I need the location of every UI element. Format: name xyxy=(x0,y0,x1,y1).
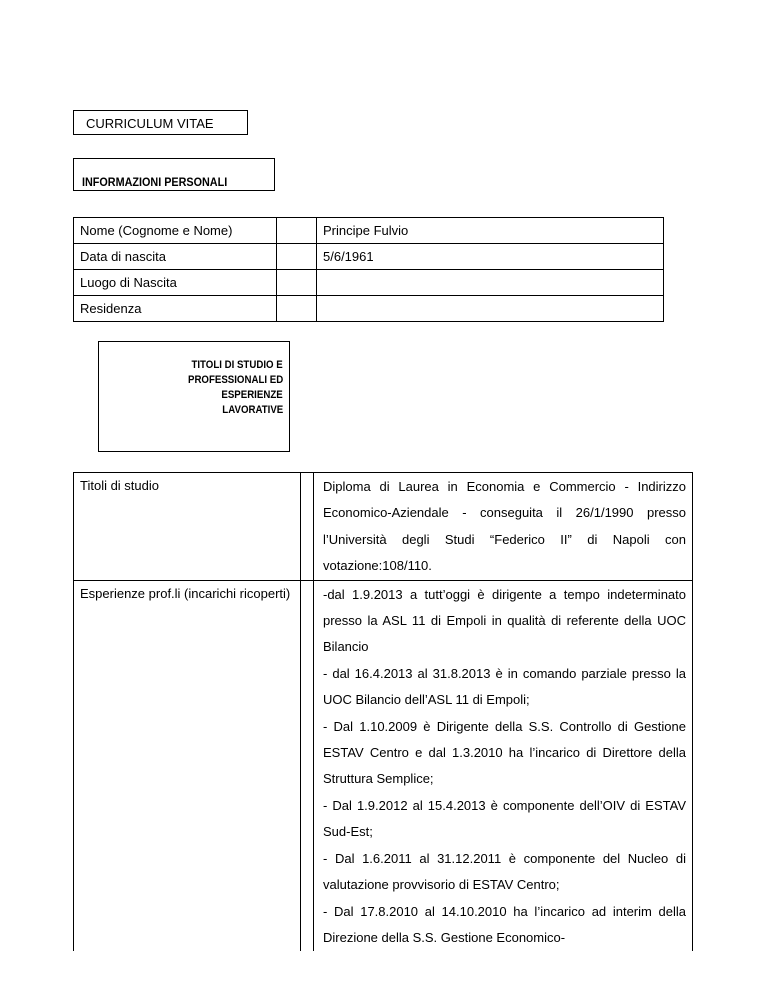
esperienza-item: - dal 16.4.2013 al 31.8.2013 è in comando parziale presso la UOC Bilancio dell’ASL 11 di Empoli; xyxy=(323,665,686,708)
table-row xyxy=(74,473,693,581)
section-titoli-box xyxy=(98,341,290,452)
table-row xyxy=(74,218,664,244)
table-row xyxy=(74,296,664,322)
info-spacer xyxy=(277,296,317,322)
experience-table xyxy=(73,472,693,951)
esperienza-item: -dal 1.9.2013 a tutt’oggi è dirigente a tempo indeterminato presso la ASL 11 di Empoli in qualità di referente della UOC Bilancio xyxy=(323,586,686,655)
esperienza-item: - Dal 17.8.2010 al 14.10.2010 ha l’incarico ad interim della Direzione della S.S. Gestione Economico- xyxy=(323,903,686,945)
section-titoli-line: LAVORATIVE xyxy=(222,404,283,416)
info-label: Luogo di Nascita xyxy=(74,270,277,296)
info-spacer xyxy=(277,270,317,296)
section-titoli-label xyxy=(175,358,283,418)
esperienza-item: - Dal 1.6.2011 al 31.12.2011 è componente del Nucleo di valutazione provvisorio di ESTAV Centro; xyxy=(323,850,686,893)
info-value: Principe Fulvio xyxy=(317,218,664,244)
esperienza-item: - Dal 1.9.2012 al 15.4.2013 è componente dell’OIV di ESTAV Sud-Est; xyxy=(323,797,686,840)
section-titoli-line: PROFESSIONALI ED xyxy=(187,374,283,386)
esperienze-label: Esperienze prof.li (incarichi ricoperti) xyxy=(74,580,301,951)
table-row xyxy=(74,270,664,296)
esperienze-text xyxy=(314,580,693,951)
titoli-text: Diploma di Laurea in Economia e Commercio - Indirizzo Economico-Aziendale - conseguita il 26/1/1990 presso l’Università degli Studi “Federico II” di Napoli con votazione:108/110. xyxy=(314,473,693,581)
info-spacer xyxy=(277,218,317,244)
info-value xyxy=(317,270,664,296)
titoli-label: Titoli di studio xyxy=(74,473,301,581)
table-row xyxy=(74,244,664,270)
info-label: Nome (Cognome e Nome) xyxy=(74,218,277,244)
info-spacer xyxy=(277,244,317,270)
personal-info-title xyxy=(73,158,275,191)
personal-info-table xyxy=(73,217,664,322)
esperienza-item: - Dal 1.10.2009 è Dirigente della S.S. Controllo di Gestione ESTAV Centro e dal 1.3.2010 ha l’incarico di Direttore della Struttura Semplice; xyxy=(323,718,686,787)
info-label: Residenza xyxy=(74,296,277,322)
spacer-cell xyxy=(301,473,314,581)
personal-info-title-text: INFORMAZIONI PERSONALI xyxy=(82,175,228,189)
info-value xyxy=(317,296,664,322)
info-label: Data di nascita xyxy=(74,244,277,270)
section-titoli-line: ESPERIENZE xyxy=(221,389,283,401)
spacer-cell xyxy=(301,580,314,951)
section-titoli-line: TITOLI DI STUDIO E xyxy=(191,359,283,371)
table-row xyxy=(74,580,693,951)
info-value: 5/6/1961 xyxy=(317,244,664,270)
cv-title: CURRICULUM VITAE xyxy=(73,110,248,135)
